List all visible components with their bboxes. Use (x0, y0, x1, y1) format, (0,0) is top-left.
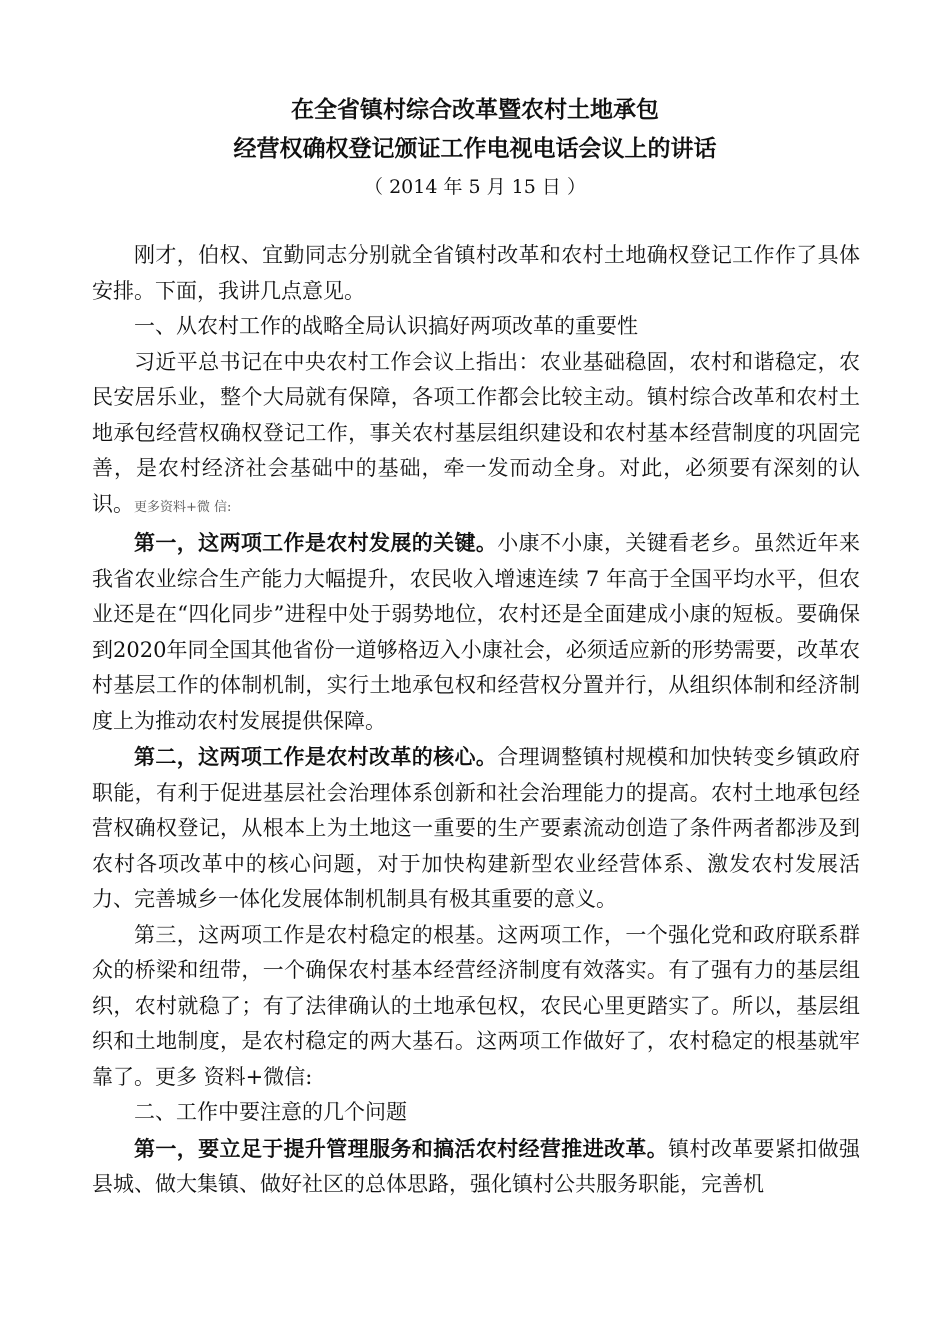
point-1-lead: 第一，这两项工作是农村发展的关键。 (134, 530, 498, 555)
speech-date: （ 2014 年 5 月 15 日 ） (364, 176, 586, 198)
watermark-note: 更多资料+微 信: (134, 499, 232, 515)
title-line-1: 在全省镇村综合改革暨农村土地承包 (291, 96, 659, 123)
point-1-body: 小康不小康，关键看老乡。虽然近年来我省农业综合生产能力大幅提升，农民收入增速连续 7 年高于全国平均水平，但农业还是在“四化同步”进程中处于弱势地位，农村还是全面建成小康的短板。要确保到2020年同全国其他省份一道够格迈入小康社会，必须适应新的形势需要，改革农村基层工作的体制机制，实行土地承包权和经营权分置并行，从组织体制和经济制度上为推动农村发展提供保障。 (92, 531, 861, 733)
paragraph-significance-text: 习近平总书记在中央农村工作会议上指出：农业基础稳固，农村和谐稳定，农民安居乐业，整个大局就有保障，各项工作都会比较主动。镇村综合改革和农村土地承包经营权确权登记工作，事关农村基层组织建设和农村基本经营制度的巩固完善，是农村经济社会基础中的基础，牵一发而动全身。对此，必须要有深刻的认识。 (92, 349, 860, 516)
section-heading-2: 二、工作中要注意的几个问题 (134, 1100, 407, 1124)
document-body (92, 238, 860, 1203)
issue-1-lead: 第一，要立足于提升管理服务和搞活农村经营推进改革。 (134, 1135, 669, 1161)
paragraph-point-1 (92, 525, 860, 739)
paragraph-intro: 刚才，伯权、宜勤同志分别就全省镇村改革和农村土地确权登记工作作了具体安排。下面，我讲几点意见。 (92, 243, 860, 303)
section-heading-1: 一、从农村工作的战略全局认识搞好两项改革的重要性 (134, 314, 638, 338)
paragraph-issue-1 (92, 1131, 860, 1203)
point-2-body: 合理调整镇村规模和加快转变乡镇政府职能，有利于促进基层社会治理体系创新和社会治理能力的提高。农村土地承包经营权确权登记，从根本上为土地这一重要的生产要素流动创造了条件两者都涉及到农村各项改革中的核心问题，对于加快构建新型农业经营体系、激发农村发展活力、完善城乡一体化发展体制机制具有极其重要的意义。 (92, 745, 861, 911)
paragraph-point-3: 第三，这两项工作是农村稳定的根基。这两项工作，一个强化党和政府联系群众的桥梁和纽带，一个确保农村基本经营经济制度有效落实。有了强有力的基层组织，农村就稳了；有了法律确认的土地承包权，农民心里更踏实了。所以，基层组织和土地制度，是农村稳定的两大基石。这两项工作做好了，农村稳定的根基就牢靠了。更多 资料+微信: (92, 922, 860, 1089)
paragraph-significance (92, 345, 860, 526)
title-line-2: 经营权确权登记颁证工作电视电话会议上的讲话 (233, 135, 717, 162)
issue-1-body: 镇村改革要紧扣做强县城、做大集镇、做好社区的总体思路，强化镇村公共服务职能，完善机 (92, 1136, 861, 1196)
paragraph-point-2 (92, 739, 860, 918)
point-2-lead: 第二，这两项工作是农村改革的核心。 (134, 744, 498, 769)
